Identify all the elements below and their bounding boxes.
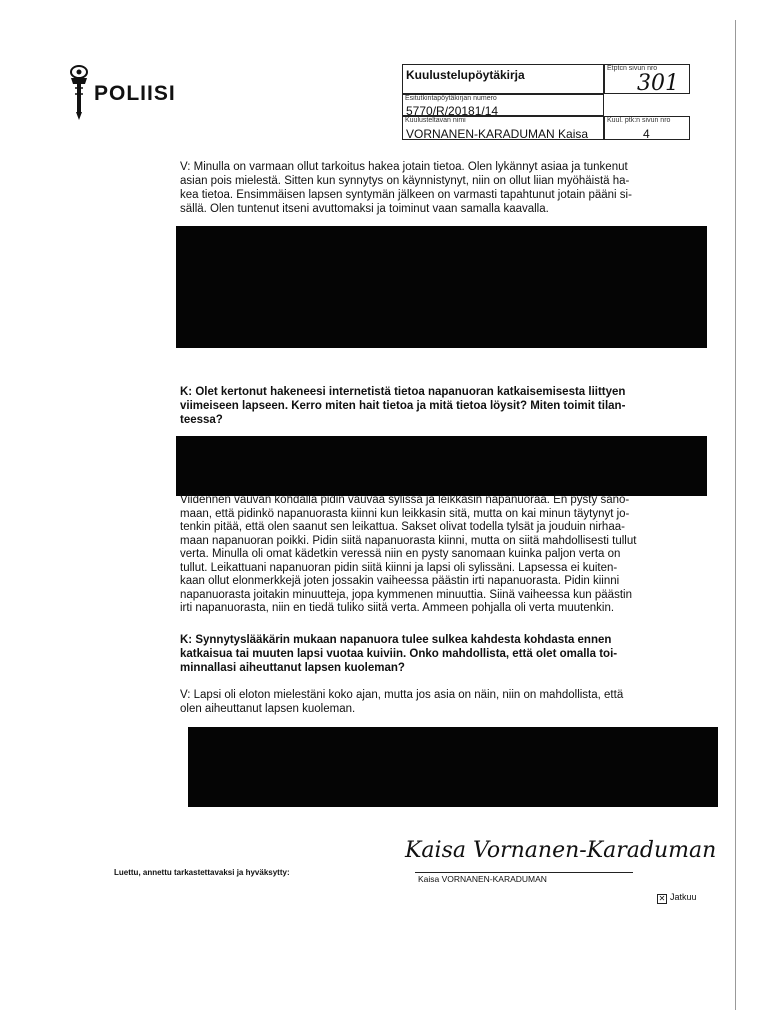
redaction-block bbox=[176, 226, 707, 348]
police-emblem-icon bbox=[66, 62, 92, 122]
case-number: 5770/R/20181/14 bbox=[406, 104, 499, 118]
case-number-label: Esitutkintapöytäkirjan numero bbox=[405, 95, 497, 102]
checkbox-checked-icon: ✕ bbox=[658, 894, 666, 903]
text-line: V: Lapsi oli eloton mielestäni koko ajan, mutta jos asia on näin, niin on mahdollista, että bbox=[180, 689, 624, 701]
text-line: viimeiseen lapseen. Kerro miten hait tietoa ja mitä tietoa löysit? Miten toimit tilan- bbox=[180, 400, 626, 412]
text-line: napanuorasta joitakin minuutteja, jopa kymmenen minuuttia. Siinä vaiheessa kun päästin bbox=[180, 588, 632, 601]
text-line: maan, että pidinkö napanuorasta kiinni kun leikkasin sitä, mutta on kai minun täytynyt jo- bbox=[180, 507, 630, 520]
page-number: 301 bbox=[637, 71, 679, 96]
handwritten-signature: Kaisa Vornanen-Karaduman bbox=[405, 838, 717, 863]
protocol-title-cell bbox=[402, 64, 604, 94]
text-line: tullut. Leikattuani napanuoran pidin siitä kiinni ja lapsi oli sylissäni. Lapsessa ei kuiten- bbox=[180, 561, 618, 574]
text-line: verta. Minulla oli omat kädetkin veressä niin en pysty sanomaan kuinka paljon verta on bbox=[180, 548, 621, 560]
text-line: sällä. Olen tuntenut itseni avuttomaksi ja toiminut vaan samalla kaavalla. bbox=[180, 203, 549, 215]
signer-name: Kaisa VORNANEN-KARADUMAN bbox=[418, 874, 547, 884]
text-line: V: Minulla on varmaan ollut tarkoitus hakea jotain tietoa. Olen lykännyt asiaa ja tunkenut bbox=[180, 161, 628, 173]
interviewee-label: Kuulusteltavan nimi bbox=[405, 117, 466, 124]
interview-page-label: Kuul. ptk:n sivun nro bbox=[607, 117, 671, 124]
question-paragraph bbox=[180, 633, 680, 675]
page-number-cell bbox=[604, 64, 690, 94]
signature-line bbox=[415, 872, 633, 873]
answer-paragraph bbox=[180, 688, 680, 716]
interview-page-number: 4 bbox=[643, 127, 650, 141]
text-line: Viidennen vauvan kohdalla pidin vauvaa sylissä ja leikkasin napanuoraa. En pysty sano- bbox=[180, 494, 630, 506]
text-line: teessa? bbox=[180, 414, 223, 426]
text-line: olen aiheuttanut lapsen kuoleman. bbox=[180, 703, 356, 715]
page-number-label: Etptcn sivun nro bbox=[607, 65, 658, 72]
protocol-title: Kuulustelupöytäkirja bbox=[406, 68, 525, 82]
question-paragraph bbox=[180, 385, 680, 427]
text-line: asian pois mielestä. Sitten kun synnytys on käynnistynyt, niin on ollut liian myöhäistä ha- bbox=[180, 175, 630, 187]
text-line: K: Synnytyslääkärin mukaan napanuora tulee sulkea kahdesta kohdasta ennen bbox=[180, 634, 612, 646]
text-line: K: Olet kertonut hakeneesi internetistä tietoa napanuoran katkaisemisesta liittyen bbox=[180, 386, 626, 398]
text-line: minnallasi aiheuttanut lapsen kuoleman? bbox=[180, 662, 405, 674]
text-line: irti napanuorasta, niin en tiedä tuliko siitä verta. Ammeen pohjalla oli verta muutenkin. bbox=[180, 602, 615, 614]
confirmation-text: Luettu, annettu tarkastettavaksi ja hyväksytty: bbox=[114, 868, 290, 877]
continues-label: Jatkuu bbox=[670, 892, 697, 902]
text-line: katkaisua tai muuten lapsi vuotaa kuiviin. Onko mahdollista, että olet omalla toi- bbox=[180, 648, 618, 660]
police-logo bbox=[66, 62, 226, 122]
interviewee-name: VORNANEN-KARADUMAN Kaisa bbox=[406, 127, 589, 141]
text-line: kea tietoa. Ensimmäisen lapsen syntymän jälkeen on varmasti tapahtunut jotain pääni si- bbox=[180, 189, 632, 201]
redaction-block bbox=[176, 436, 707, 496]
redaction-block bbox=[188, 727, 718, 807]
text-line: tenkin pitää, että olen saanut sen leikattua. Sakset olivat todella tylsät ja jouduin nirhaa- bbox=[180, 521, 625, 533]
continues-indicator bbox=[657, 892, 697, 904]
interviewee-cell bbox=[402, 116, 604, 140]
page-edge bbox=[735, 20, 736, 1010]
answer-paragraph bbox=[180, 494, 680, 616]
logo-text: POLIISI bbox=[94, 82, 176, 105]
case-number-cell bbox=[402, 94, 604, 116]
answer-paragraph bbox=[180, 160, 680, 216]
text-line: kaan ollut elonmerkkejä joten jossakin vaiheessa päästin irti napanuorasta. Pidin kiinni bbox=[180, 575, 620, 587]
protocol-header bbox=[402, 64, 690, 144]
interview-page-cell bbox=[604, 116, 690, 140]
text-line: maan napanuoran poikki. Pidin siitä napanuorasta kiinni, mutta on siitä mahdollisesti tullut bbox=[180, 534, 637, 547]
